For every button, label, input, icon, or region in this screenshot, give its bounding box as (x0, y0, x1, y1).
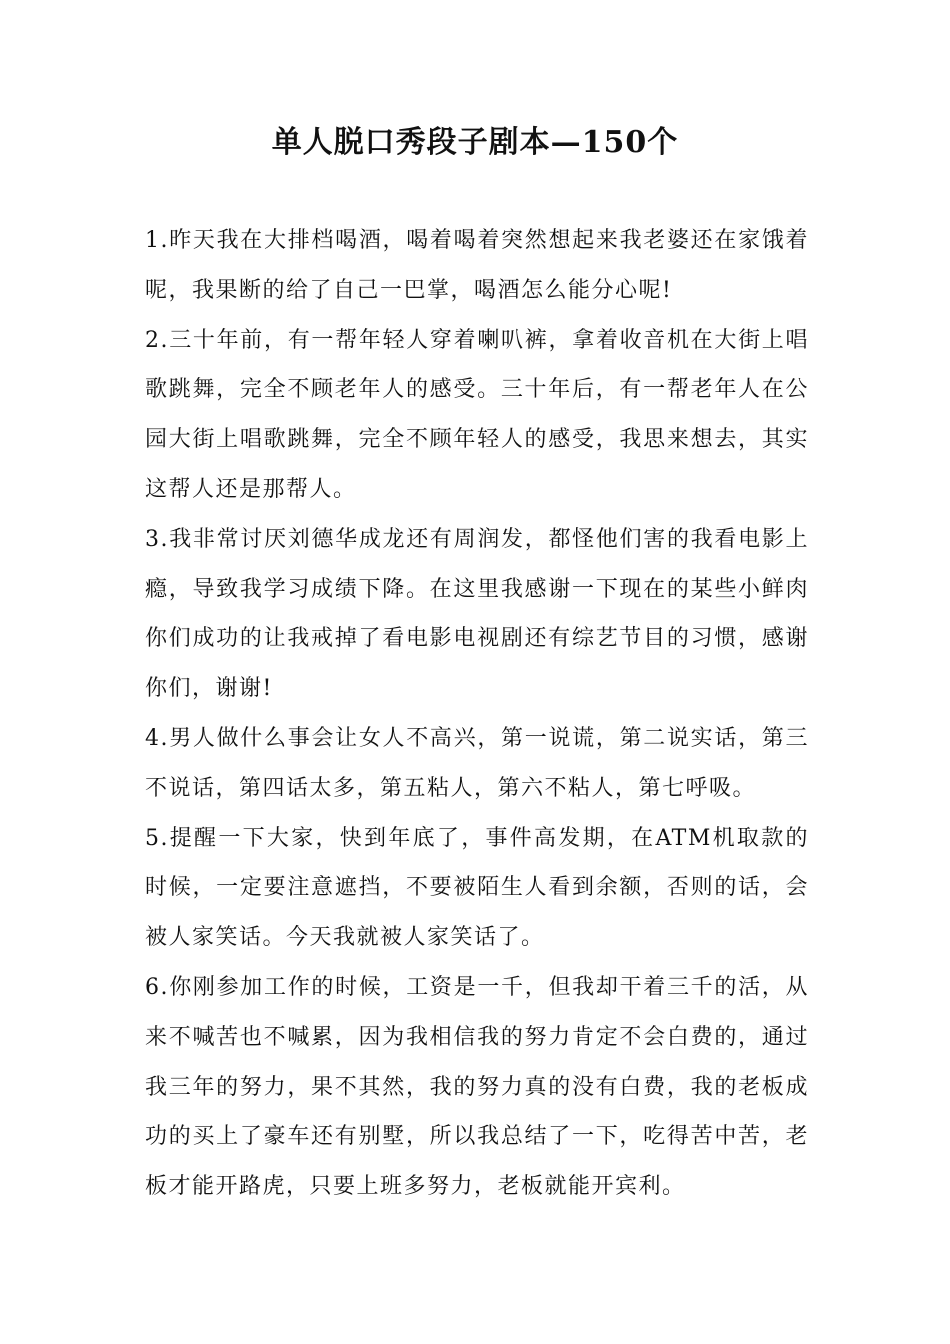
joke-paragraph-5: 5.提醒一下大家，快到年底了，事件高发期，在ATM机取款的时候，一定要注意遮挡，不要被陌生人看到余额，否则的话，会被人家笑话。今天我就被人家笑话了。 (145, 825, 809, 951)
joke-paragraph-3: 3.我非常讨厌刘德华成龙还有周润发，都怪他们害的我看电影上瘾，导致我学习成绩下降。在这里我感谢一下现在的某些小鲜肉你们成功的让我戒掉了看电影电视剧还有综艺节目的习惯，感谢你们，谢谢! (145, 526, 809, 702)
joke-paragraph-2: 2.三十年前，有一帮年轻人穿着喇叭裤，拿着收音机在大街上唱歌跳舞，完全不顾老年人的感受。三十年后，有一帮老年人在公园大街上唱歌跳舞，完全不顾年轻人的感受，我思来想去，其实这帮人还是那帮人。 (145, 327, 809, 502)
joke-paragraph-6: 6.你刚参加工作的时候，工资是一千，但我却干着三千的活，从来不喊苦也不喊累，因为我相信我的努力肯定不会白费的，通过我三年的努力，果不其然，我的努力真的没有白费，我的老板成功的买上了豪车还有别墅，所以我总结了一下，吃得苦中苦，老板才能开路虎，只要上班多努力，老板就能开宾利。 (145, 974, 809, 1200)
document-body (145, 216, 809, 1212)
document-title: 单人脱口秀段子剧本—150个 (271, 125, 679, 160)
joke-paragraph-4: 4.男人做什么事会让女人不高兴，第一说谎，第二说实话，第三不说话，第四话太多，第五粘人，第六不粘人，第七呼吸。 (145, 725, 809, 801)
joke-paragraph-1: 1.昨天我在大排档喝酒，喝着喝着突然想起来我老婆还在家饿着呢，我果断的给了自己一巴掌，喝酒怎么能分心呢! (145, 228, 809, 303)
